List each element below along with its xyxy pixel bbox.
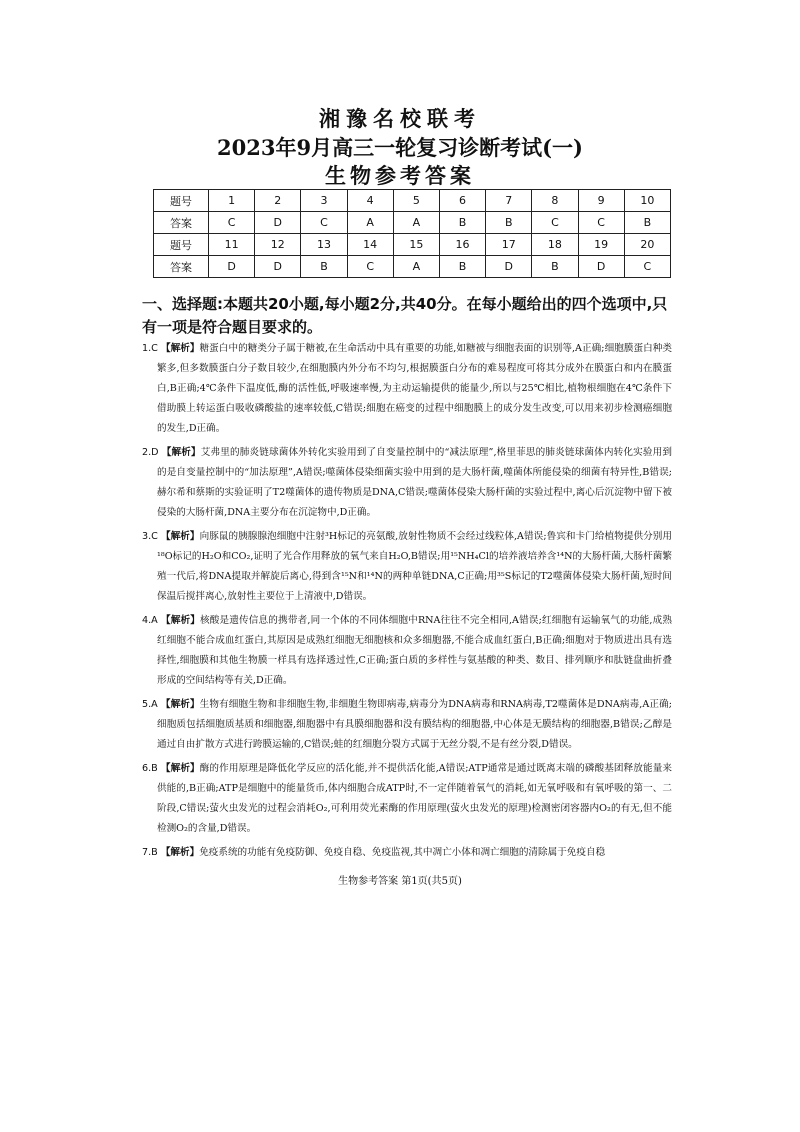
item-tag: 【解析】 xyxy=(161,447,201,458)
table-row xyxy=(154,190,671,212)
item-number: 1.C xyxy=(142,343,158,354)
question-number: 8 xyxy=(532,190,578,212)
question-number: 20 xyxy=(624,234,670,256)
answer-cell: B xyxy=(624,212,670,234)
item-text: 酶的作用原理是降低化学反应的活化能,并不提供活化能,A错误;ATP通常是通过既离末端的磷酸基团释放能量来供能的,B正确;ATP是细胞中的能量货币,体内细胞合成ATP时,不一定伴随着氧气的消耗,如无氧呼吸和有氧呼吸的第一、二阶段,C错误;萤火虫发光的过程会消耗O₂,可利用荧光素酶的作用原理(萤火虫发光的原理)检测密闭容器内O₂的有无,但不能检测O₂的含量,D错误。 xyxy=(157,763,672,834)
list-item xyxy=(142,339,672,439)
question-number: 4 xyxy=(347,190,393,212)
question-number: 18 xyxy=(532,234,578,256)
question-number: 10 xyxy=(624,190,670,212)
item-number: 3.C xyxy=(142,531,158,542)
question-number: 3 xyxy=(301,190,347,212)
answer-cell: C xyxy=(624,256,670,278)
answer-header: 答案 xyxy=(154,256,209,278)
table-row xyxy=(154,212,671,234)
answer-cell: D xyxy=(486,256,532,278)
answer-cell: B xyxy=(532,256,578,278)
item-tag: 【解析】 xyxy=(160,531,200,542)
item-tag: 【解析】 xyxy=(160,615,200,626)
item-text: 糖蛋白中的糖类分子属于糖被,在生命活动中具有重要的功能,如糖被与细胞表面的识别等,A正确;细胞膜蛋白种类繁多,但多数膜蛋白分子数目较少,在细胞膜内外分布不均匀,根据膜蛋白分布的难易程度可将其分成外在膜蛋白和内在膜蛋白,B正确;4℃条件下温度低,酶的活性低,呼吸速率慢,为主动运输提供的能量少,所以与25℃相比,植物根细胞在4℃条件下借助膜上转运蛋白吸收磷酸盐的速率较低,C错误;细胞在癌变的过程中细胞膜上的成分发生改变,可以用来初步检测癌细胞的发生,D正确。 xyxy=(157,343,673,434)
list-item xyxy=(142,695,672,755)
answer-cell: B xyxy=(301,256,347,278)
answer-cell: B xyxy=(439,212,485,234)
question-number-header: 题号 xyxy=(154,234,209,256)
list-item xyxy=(142,759,672,839)
answer-cell: D xyxy=(209,256,255,278)
question-number: 16 xyxy=(439,234,485,256)
answer-table xyxy=(153,189,671,278)
item-text: 艾弗里的肺炎链球菌体外转化实验用到了自变量控制中的“减法原理”,格里菲思的肺炎链球菌体内转化实验用到的是自变量控制中的“加法原理”,A错误;噬菌体侵染细菌实验中用到的是大肠杆菌,噬菌体所能侵染的细菌有特异性,B错误;赫尔希和蔡斯的实验证明了T2噬菌体的遗传物质是DNA,C错误;噬菌体侵染大肠杆菌的实验过程中,离心后沉淀物中留下被侵染的大肠杆菌,DNA主要分布在沉淀物中,D正确。 xyxy=(157,447,673,518)
exam-series-title: 湘豫名校联考 xyxy=(319,106,481,131)
item-number: 7.B xyxy=(142,847,158,858)
answer-cell: D xyxy=(255,256,301,278)
answer-cell: C xyxy=(301,212,347,234)
item-tag: 【解析】 xyxy=(160,699,200,710)
question-number: 17 xyxy=(486,234,532,256)
list-item xyxy=(142,843,672,863)
answer-cell: A xyxy=(393,256,439,278)
item-number: 4.A xyxy=(142,615,158,626)
item-text: 免疫系统的功能有免疫防御、免疫自稳、免疫监视,其中凋亡小体和凋亡细胞的清除属于免疫自稳 xyxy=(199,847,606,858)
answer-cell: A xyxy=(347,212,393,234)
question-number: 5 xyxy=(393,190,439,212)
exam-title: 2023年9月高三一轮复习诊断考试(一) xyxy=(217,135,583,160)
item-number: 5.A xyxy=(142,699,158,710)
table-row xyxy=(154,256,671,278)
answer-cell: C xyxy=(347,256,393,278)
section-heading: 一、选择题:本题共20小题,每小题2分,共40分。在每小题给出的四个选项中,只有一项是符合题目要求的。 xyxy=(142,295,668,336)
question-number: 7 xyxy=(486,190,532,212)
page-footer: 生物参考答案 第1页(共5页) xyxy=(338,876,462,887)
answer-cell: D xyxy=(578,256,624,278)
question-number: 9 xyxy=(578,190,624,212)
item-text: 核酸是遗传信息的携带者,同一个体的不同体细胞中RNA往往不完全相同,A错误;红细胞有运输氧气的功能,成熟红细胞不能合成血红蛋白,其原因是成熟红细胞无细胞核和众多细胞器,不能合成血红蛋白,B正确;细胞对于物质进出具有选择性,细胞膜和其他生物膜一样具有选择透过性,C正确;蛋白质的多样性与氨基酸的种类、数目、排列顺序和肽链盘曲折叠形成的空间结构等有关,D正确。 xyxy=(157,615,672,686)
item-tag: 【解析】 xyxy=(160,343,200,354)
answer-cell: C xyxy=(578,212,624,234)
list-item xyxy=(142,443,672,523)
item-tag: 【解析】 xyxy=(160,847,200,858)
item-tag: 【解析】 xyxy=(160,763,200,774)
answer-cell: C xyxy=(532,212,578,234)
answer-key-title: 生物参考答案 xyxy=(325,163,475,188)
explanation-list xyxy=(142,339,672,867)
question-number: 11 xyxy=(209,234,255,256)
item-text: 向豚鼠的胰腺腺泡细胞中注射³H标记的亮氨酸,放射性物质不会经过线粒体,A错误;鲁宾和卡门给植物提供分别用¹⁸O标记的H₂O和CO₂,证明了光合作用释放的氧气来自H₂O,B错误;用¹⁵NH₄Cl的培养液培养含¹⁴N的大肠杆菌,大肠杆菌繁殖一代后,将DNA提取并解旋后离心,得到含¹⁵N和¹⁴N的两种单链DNA,C正确;用³⁵S标记的T2噬菌体侵染大肠杆菌,短时间保温后搅拌离心,放射性主要位于上清液中,D错误。 xyxy=(157,531,672,602)
answer-header: 答案 xyxy=(154,212,209,234)
answer-cell: D xyxy=(255,212,301,234)
list-item xyxy=(142,611,672,691)
question-number: 12 xyxy=(255,234,301,256)
answer-cell: C xyxy=(209,212,255,234)
answer-cell: B xyxy=(486,212,532,234)
question-number: 13 xyxy=(301,234,347,256)
question-number-header: 题号 xyxy=(154,190,209,212)
answer-cell: A xyxy=(393,212,439,234)
question-number: 2 xyxy=(255,190,301,212)
question-number: 6 xyxy=(439,190,485,212)
question-number: 14 xyxy=(347,234,393,256)
item-text: 生物有细胞生物和非细胞生物,非细胞生物即病毒,病毒分为DNA病毒和RNA病毒,T2噬菌体是DNA病毒,A正确;细胞质包括细胞质基质和细胞器,细胞器中有具膜细胞器和没有膜结构的细胞器,中心体是无膜结构的细胞器,B错误;乙醇是通过自由扩散方式进行跨膜运输的,C错误;蛙的红细胞分裂方式属于无丝分裂,不是有丝分裂,D错误。 xyxy=(157,699,672,750)
answer-cell: B xyxy=(439,256,485,278)
question-number: 19 xyxy=(578,234,624,256)
item-number: 6.B xyxy=(142,763,158,774)
list-item xyxy=(142,527,672,607)
table-row xyxy=(154,234,671,256)
question-number: 1 xyxy=(209,190,255,212)
question-number: 15 xyxy=(393,234,439,256)
item-number: 2.D xyxy=(142,447,159,458)
